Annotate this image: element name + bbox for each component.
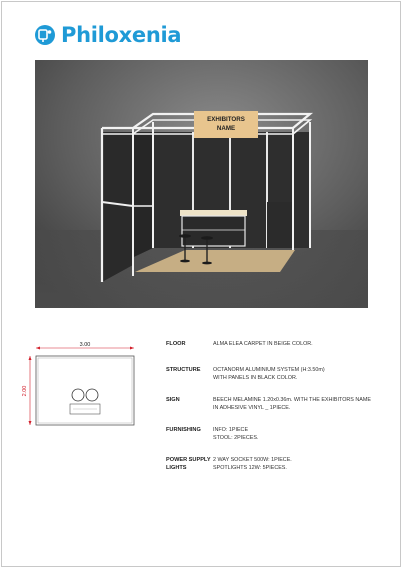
plan-depth-label: 2.00 — [22, 385, 28, 397]
spec-row-furnishing — [166, 427, 258, 442]
spec-label: STRUCTURE — [166, 367, 201, 373]
spec-row-floor — [166, 341, 313, 349]
sign-line-1: EXHIBITORS — [207, 116, 245, 123]
spec-row-power-lights — [166, 457, 292, 472]
spec-value: 2 WAY SOCKET 500W: 1PIECE. SPOTLIGHTS 12W: 5PIECES. — [213, 457, 292, 471]
booth-render-image — [35, 60, 368, 308]
spec-value: INFO: 1PIECE STOOL: 2PIECES. — [213, 427, 259, 441]
spec-row-structure — [166, 367, 325, 382]
spec-label: SIGN — [166, 397, 180, 403]
spec-value: ALMA ELEA CARPET IN BEIGE COLOR. — [213, 341, 313, 347]
spec-value: OCTANORM ALUMINIUM SYSTEM (H:3.50m) WITH PANELS IN BLACK COLOR. — [213, 367, 325, 381]
spec-row-sign — [166, 397, 371, 412]
sign-line-2: NAME — [216, 125, 236, 132]
spec-label: POWER SUPPLY LIGHTS — [166, 457, 211, 471]
brand-name: Philoxenia — [61, 23, 182, 47]
spec-value: BEECH MELAMINE 1.20x0.36m. WITH THE EXHIBITORS NAME IN ADHESIVE VINYL _ 1PIECE. — [213, 397, 371, 411]
floor-plan-diagram — [18, 340, 148, 430]
spec-label: FLOOR — [166, 341, 186, 347]
plan-width-label: 3.00 — [79, 342, 91, 348]
brand-logo — [34, 22, 181, 48]
spec-label: FURNISHING — [166, 427, 201, 433]
philoxenia-logo-icon — [34, 24, 56, 46]
